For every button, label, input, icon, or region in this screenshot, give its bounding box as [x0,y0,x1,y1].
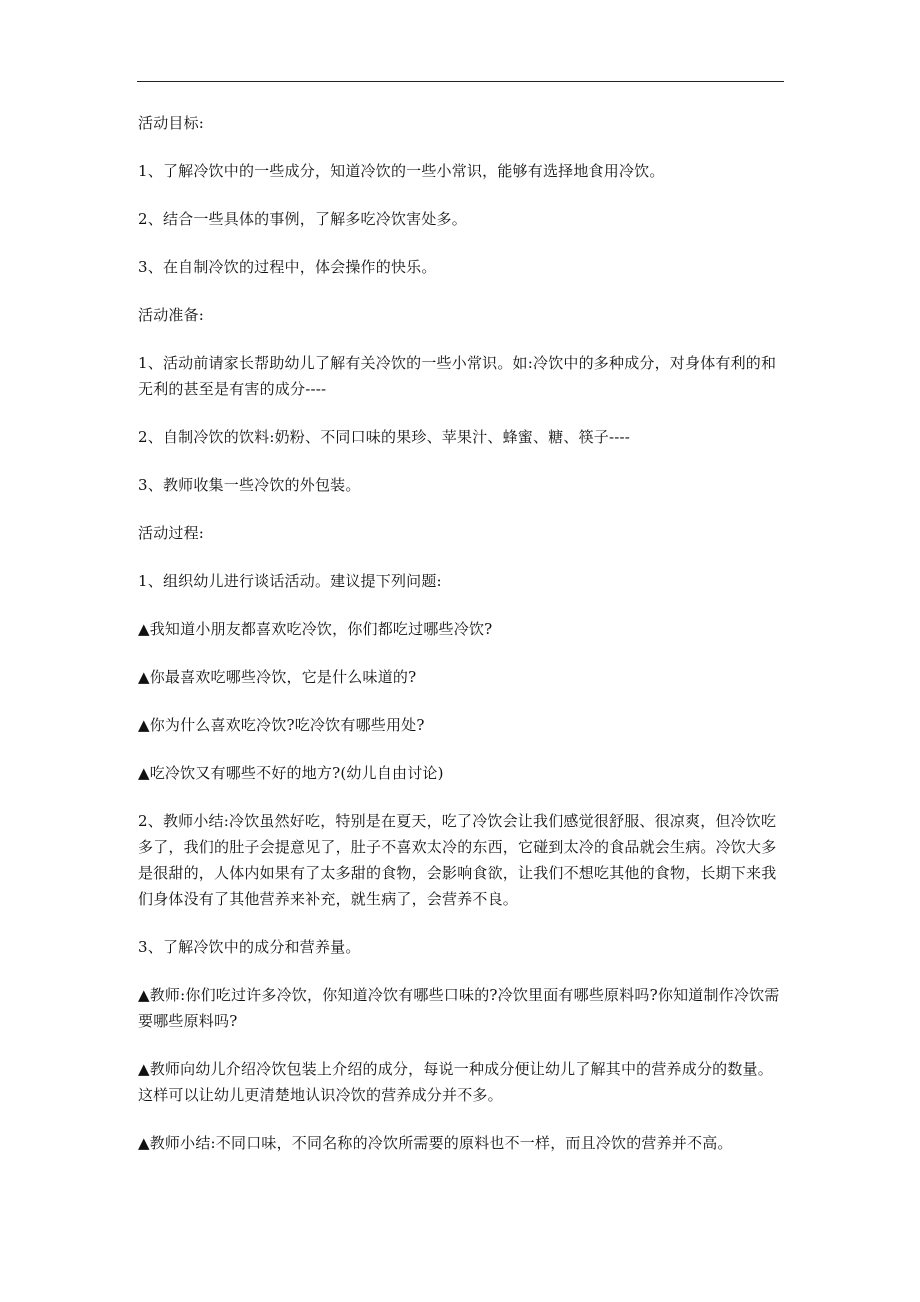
section-heading-goals: 活动目标: [138,114,205,132]
preparation-item-3: 3、教师收集一些冷饮的外包装。 [138,476,361,494]
top-rule [137,81,784,82]
process-question-1: ▲我知道小朋友都喜欢吃冷饮，你们都吃过哪些冷饮? [138,620,493,638]
preparation-item-2: 2、自制冷饮的饮料:奶粉、不同口味的果珍、苹果汁、蜂蜜、糖、筷子---- [138,428,631,446]
goal-item-1: 1、了解冷饮中的一些成分，知道冷饮的一些小常识，能够有选择地食用冷饮。 [138,162,665,180]
process-teacher-intro: ▲教师向幼儿介绍冷饮包装上介绍的成分，每说一种成分便让幼儿了解其中的营养成分的数量。这样可以让幼儿更清楚地认识冷饮的营养成分并不多。 [138,1060,773,1104]
process-question-4: ▲吃冷饮又有哪些不好的地方?(幼儿自由讨论) [138,764,444,782]
process-summary-1: 2、教师小结:冷饮虽然好吃，特别是在夏天，吃了冷饮会让我们感觉很舒服、很凉爽，但冷饮吃多了，我们的肚子会提意见了，肚子不喜欢太冷的东西，它碰到太冷的食品就会生病。冷饮大多是很甜的，人体内如果有了太多甜的食物，会影响食欲，让我们不想吃其他的食物，长期下来我们身体没有了其他营养来补充，就生病了，会营养不良。 [138,812,777,908]
goal-item-3: 3、在自制冷饮的过程中，体会操作的快乐。 [138,258,437,276]
goal-item-2: 2、结合一些具体的事例，了解多吃冷饮害处多。 [138,210,467,228]
process-teacher-question: ▲教师:你们吃过许多冷饮，你知道冷饮有哪些口味的?冷饮里面有哪些原料吗?你知道制作冷饮需要哪些原料吗? [138,986,780,1030]
preparation-item-1: 1、活动前请家长帮助幼儿了解有关冷饮的一些小常识。如:冷饮中的多种成分，对身体有利的和无利的甚至是有害的成分---- [138,354,777,398]
document-body [138,110,786,1178]
section-heading-preparation: 活动准备: [138,306,205,324]
process-question-2: ▲你最喜欢吃哪些冷饮，它是什么味道的? [138,668,417,686]
process-item-1: 1、组织幼儿进行谈话活动。建议提下列问题: [138,572,442,590]
process-summary-2: ▲教师小结:不同口味，不同名称的冷饮所需要的原料也不一样，而且冷饮的营养并不高。 [138,1134,733,1152]
process-question-3: ▲你为什么喜欢吃冷饮?吃冷饮有哪些用处? [138,716,425,734]
section-heading-process: 活动过程: [138,524,205,542]
process-item-3: 3、了解冷饮中的成分和营养量。 [138,938,361,956]
